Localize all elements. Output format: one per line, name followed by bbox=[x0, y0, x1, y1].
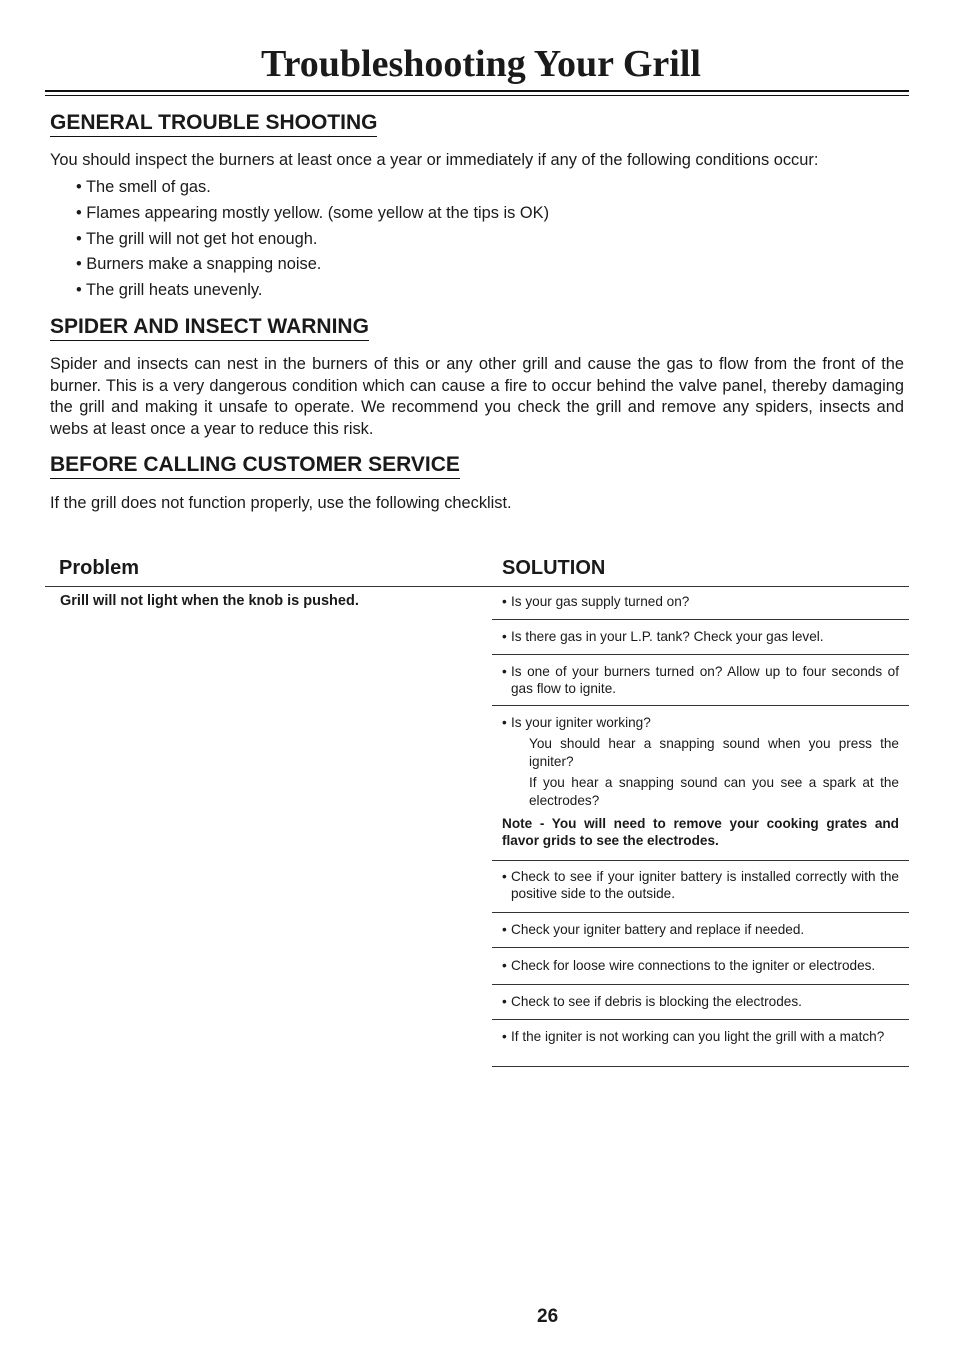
table-row bbox=[492, 706, 909, 861]
table-row bbox=[492, 985, 909, 1020]
table-row bbox=[492, 913, 909, 948]
igniter-sub-question: You should hear a snapping sound when you press the igniter? bbox=[529, 736, 899, 769]
solution-text: Is there gas in your L.P. tank? Check your gas level. bbox=[511, 629, 824, 644]
table-row bbox=[492, 655, 909, 706]
bullet-mark: • bbox=[502, 715, 507, 730]
solution-text: If the igniter is not working can you light the grill with a match? bbox=[511, 1029, 885, 1044]
list-item: • The smell of gas. bbox=[76, 178, 211, 196]
customer-service-heading: BEFORE CALLING CUSTOMER SERVICE bbox=[50, 452, 460, 479]
title-rule-thin bbox=[45, 95, 909, 96]
spider-warning-heading: SPIDER AND INSECT WARNING bbox=[50, 314, 369, 341]
solutions-list bbox=[492, 587, 909, 1067]
solution-text: Check your igniter battery and replace if needed. bbox=[511, 922, 805, 937]
conditions-list bbox=[76, 175, 549, 304]
table-row bbox=[492, 1020, 909, 1067]
problem-cell: Grill will not light when the knob is pushed. bbox=[60, 593, 359, 609]
bullet-mark: • bbox=[502, 994, 507, 1009]
bullet-mark: • bbox=[502, 629, 507, 644]
table-row bbox=[492, 948, 909, 985]
spider-warning-text: Spider and insects can nest in the burners of this or any other grill and cause the gas to flow from the front of the burner. This is a very dangerous condition which can cause a fire to occur behind the valve panel, thereby damaging the grill and making it unsafe to operate. We recommend you check the grill and remove any spiders, insects and webs at least once a year to reduce this risk. bbox=[50, 355, 904, 438]
general-troubleshooting-heading: GENERAL TROUBLE SHOOTING bbox=[50, 110, 377, 137]
list-item: • Burners make a snapping noise. bbox=[76, 255, 322, 274]
page-title: Troubleshooting Your Grill bbox=[261, 43, 701, 85]
table-row bbox=[492, 587, 909, 620]
title-rule-thick bbox=[45, 90, 909, 92]
customer-service-text: If the grill does not function properly, use the following checklist. bbox=[50, 494, 512, 512]
solution-text: Is your gas supply turned on? bbox=[511, 594, 690, 609]
solution-column-header: SOLUTION bbox=[502, 557, 606, 579]
igniter-sub-question: If you hear a snapping sound can you see a spark at the electrodes? bbox=[529, 775, 899, 808]
list-item: • Flames appearing mostly yellow. (some yellow at the tips is OK) bbox=[76, 203, 550, 222]
solution-text: Check for loose wire connections to the igniter or electrodes. bbox=[511, 958, 876, 973]
bullet-mark: • bbox=[502, 869, 507, 884]
table-row bbox=[492, 620, 909, 655]
general-intro-text: You should inspect the burners at least once a year or immediately if any of the following conditions occur: bbox=[50, 151, 819, 169]
bullet-mark: • bbox=[502, 594, 507, 609]
page-number: 26 bbox=[537, 1306, 559, 1327]
problem-column-header: Problem bbox=[59, 557, 140, 579]
solution-text: Is one of your burners turned on? Allow up to four seconds of gas flow to ignite. bbox=[511, 664, 899, 697]
list-item: • The grill will not get hot enough. bbox=[76, 229, 318, 248]
list-item: • The grill heats unevenly. bbox=[76, 281, 263, 300]
solution-text: Check to see if debris is blocking the electrodes. bbox=[511, 994, 802, 1009]
bullet-mark: • bbox=[502, 922, 507, 937]
bullet-mark: • bbox=[502, 1029, 507, 1044]
table-row bbox=[492, 861, 909, 913]
solution-text: Check to see if your igniter battery is installed correctly with the positive side to the outside. bbox=[511, 869, 899, 902]
igniter-note: Note - You will need to remove your cooking grates and flavor grids to see the electrodes. bbox=[502, 816, 899, 849]
bullet-mark: • bbox=[502, 664, 507, 679]
solution-text: Is your igniter working? bbox=[511, 715, 651, 730]
bullet-mark: • bbox=[502, 958, 507, 973]
